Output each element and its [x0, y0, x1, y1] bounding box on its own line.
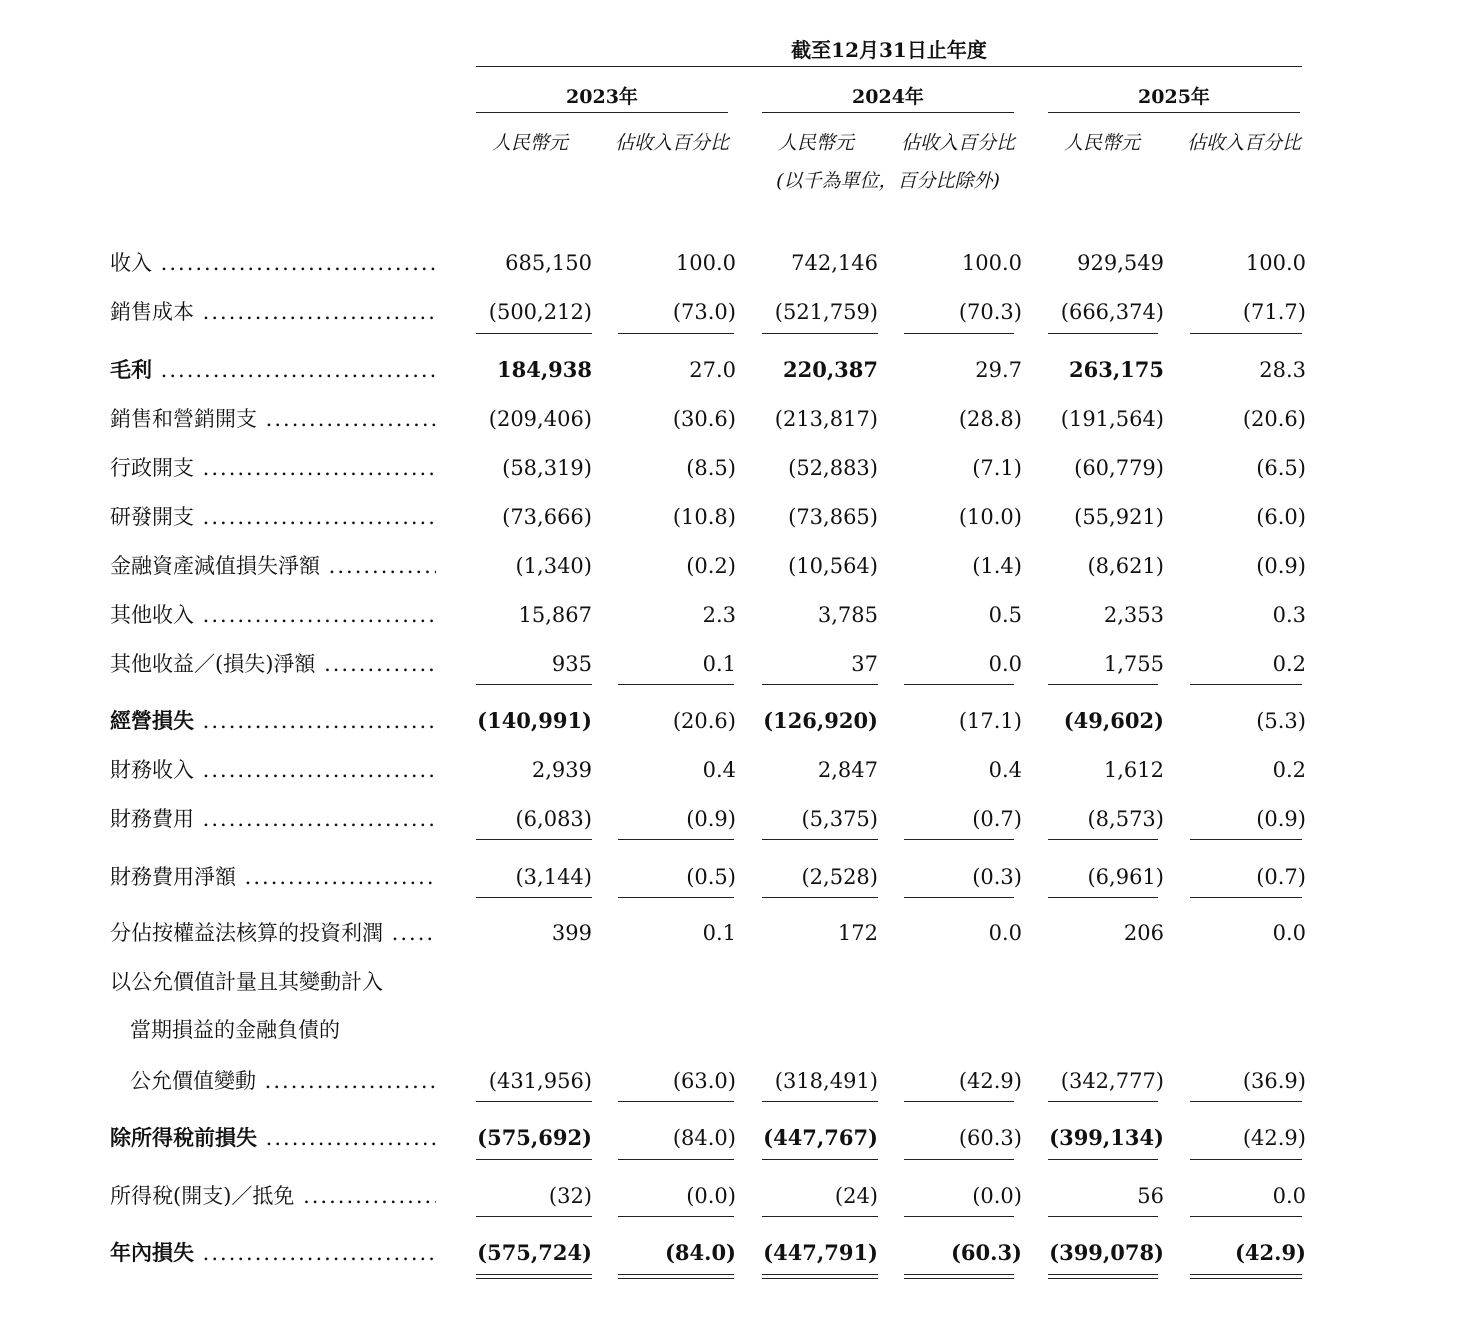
double-underline-rule [476, 1274, 592, 1279]
cell: 100.0 [675, 251, 736, 275]
cell: 0.4 [702, 758, 736, 782]
table-row-operating-loss [0, 706, 1464, 736]
cell: (58,319) [502, 456, 592, 480]
period-header: 截至12月31日止年度 [791, 38, 987, 62]
cell: (8,621) [1087, 554, 1164, 578]
col-pct-2024: 佔收入百分比 [900, 132, 1015, 154]
cell: (0.2) [686, 554, 736, 578]
underline-rule [1048, 1216, 1158, 1217]
cell: 399 [551, 921, 592, 945]
cell: 2,847 [817, 758, 878, 782]
underline-rule [762, 684, 878, 685]
cell: (6.5) [1256, 456, 1306, 480]
cell: (399,078) [1049, 1240, 1164, 1265]
cell: (209,406) [488, 407, 592, 431]
underline-rule [476, 839, 592, 840]
cell: (71.7) [1242, 300, 1306, 324]
cell: 3,785 [817, 603, 878, 627]
row-label: 所得稅(開支)／抵免 ..... [110, 1181, 436, 1211]
table-row-other-income [0, 600, 1464, 630]
cell: 742,146 [791, 251, 878, 275]
cell: (63.0) [672, 1069, 736, 1093]
cell: (521,759) [774, 300, 878, 324]
underline-rule [1190, 897, 1302, 898]
cell: 27.0 [689, 358, 736, 382]
underline-rule [618, 684, 734, 685]
row-label: 分佔按權益法核算的投資利潤 ..... [110, 918, 436, 948]
table-row-selling-marketing [0, 404, 1464, 434]
cell: 935 [551, 652, 592, 676]
underline-rule [762, 1216, 878, 1217]
underline-rule [762, 1101, 878, 1102]
cell: 100.0 [1245, 251, 1306, 275]
cell: (575,692) [477, 1125, 592, 1150]
table-row-fv-change [0, 1066, 1464, 1096]
underline-rule [1190, 684, 1302, 685]
cell: (84.0) [664, 1240, 736, 1265]
underline-rule [476, 897, 592, 898]
double-underline-rule [762, 1274, 878, 1279]
cell: 0.0 [988, 921, 1022, 945]
table-row-finance-costs [0, 804, 1464, 834]
cell: (191,564) [1060, 407, 1164, 431]
table-row-other-gains [0, 649, 1464, 679]
double-underline-rule [1190, 1274, 1302, 1279]
cell: (10.8) [672, 505, 736, 529]
cell: (73.0) [672, 300, 736, 324]
cell: (55,921) [1074, 505, 1164, 529]
col-pct-2025: 佔收入百分比 [1186, 132, 1301, 154]
cell: (0.0) [686, 1184, 736, 1208]
underline-rule [762, 839, 878, 840]
period-rule [476, 66, 1302, 67]
row-label: 行政開支 ..... [110, 453, 436, 483]
table-row-income-tax [0, 1181, 1464, 1211]
underline-rule [1048, 1159, 1158, 1160]
cell: 2.3 [702, 603, 736, 627]
double-underline-rule [618, 1274, 734, 1279]
underline-rule [1190, 839, 1302, 840]
cell: 0.1 [702, 652, 736, 676]
cell: (20.6) [1242, 407, 1306, 431]
underline-rule [1190, 1101, 1302, 1102]
cell: 1,612 [1103, 758, 1164, 782]
underline-rule [476, 1101, 592, 1102]
cell: (0.0) [972, 1184, 1022, 1208]
cell: 220,387 [783, 357, 878, 382]
underline-rule [1190, 1159, 1302, 1160]
cell: 0.2 [1272, 652, 1306, 676]
table-row-equity-method [0, 918, 1464, 948]
row-label: 公允價值變動 ..... [130, 1066, 436, 1096]
row-label: 經營損失 ..... [110, 706, 436, 736]
cell: (666,374) [1060, 300, 1164, 324]
table-row-gross-profit [0, 355, 1464, 385]
cell: 929,549 [1077, 251, 1164, 275]
underline-rule [904, 333, 1014, 334]
underline-rule [1048, 333, 1158, 334]
cell: (7.1) [972, 456, 1022, 480]
underline-rule [904, 839, 1014, 840]
cell: (84.0) [672, 1126, 736, 1150]
cell: (0.7) [1256, 865, 1306, 889]
cell: (140,991) [477, 708, 592, 733]
cell: (0.3) [972, 865, 1022, 889]
cell: (575,724) [477, 1240, 592, 1265]
col-rmb-2024: 人民幣元 [777, 132, 854, 154]
cell: (447,767) [763, 1125, 878, 1150]
year-rule-2023 [476, 112, 728, 113]
underline-rule [762, 897, 878, 898]
underline-rule [904, 1101, 1014, 1102]
underline-rule [618, 1216, 734, 1217]
cell: (30.6) [672, 407, 736, 431]
underline-rule [762, 1159, 878, 1160]
cell: (8.5) [686, 456, 736, 480]
cell: (3,144) [515, 865, 592, 889]
cell: 1,755 [1103, 652, 1164, 676]
cell: 263,175 [1069, 357, 1164, 382]
cell: (431,956) [488, 1069, 592, 1093]
cell: (0.5) [686, 865, 736, 889]
cell: (60.3) [958, 1126, 1022, 1150]
row-label: 毛利 ..... [110, 355, 436, 385]
row-label: 年內損失 ..... [110, 1238, 436, 1268]
cell: 206 [1123, 921, 1164, 945]
table-row-impairment [0, 551, 1464, 581]
row-label: 銷售成本 ..... [110, 297, 436, 327]
table-row-loss-for-year [0, 1238, 1464, 1268]
cell: 56 [1137, 1184, 1164, 1208]
row-label: 其他收益／(損失)淨額 ..... [110, 649, 436, 679]
cell: 100.0 [961, 251, 1022, 275]
cell: 28.3 [1259, 358, 1306, 382]
cell: 0.0 [1272, 921, 1306, 945]
year-rule-2025 [1048, 112, 1300, 113]
cell: (126,920) [763, 708, 878, 733]
cell: (73,865) [788, 505, 878, 529]
table-row-net-finance-costs [0, 862, 1464, 892]
cell: (1,340) [515, 554, 592, 578]
year-2025: 2025年 [1138, 86, 1210, 108]
table-row-fv-line1 [0, 967, 1464, 997]
underline-rule [476, 684, 592, 685]
row-label: 收入 ..... [110, 248, 436, 278]
cell: (24) [834, 1184, 878, 1208]
row-label: 金融資產減值損失淨額 ..... [110, 551, 436, 581]
underline-rule [618, 1159, 734, 1160]
cell: (8,573) [1087, 807, 1164, 831]
underline-rule [618, 839, 734, 840]
cell: (73,666) [502, 505, 592, 529]
cell: (0.9) [1256, 554, 1306, 578]
underline-rule [1190, 1216, 1302, 1217]
year-2024: 2024年 [852, 86, 924, 108]
cell: 0.0 [988, 652, 1022, 676]
cell: 172 [837, 921, 878, 945]
cell: (6.0) [1256, 505, 1306, 529]
cell: (342,777) [1060, 1069, 1164, 1093]
row-label: 以公允價值計量且其變動計入 [110, 970, 383, 994]
table-row-revenue [0, 248, 1464, 278]
underline-rule [904, 684, 1014, 685]
cell: 0.3 [1272, 603, 1306, 627]
cell: 685,150 [505, 251, 592, 275]
underline-rule [904, 897, 1014, 898]
row-label: 銷售和營銷開支 ..... [110, 404, 436, 434]
cell: 15,867 [518, 603, 592, 627]
cell: 0.2 [1272, 758, 1306, 782]
cell: (399,134) [1049, 1125, 1164, 1150]
table-row-loss-before-tax [0, 1123, 1464, 1153]
col-pct-2023: 佔收入百分比 [614, 132, 729, 154]
cell: (32) [548, 1184, 592, 1208]
cell: (5.3) [1256, 709, 1306, 733]
cell: (0.7) [972, 807, 1022, 831]
cell: (42.9) [958, 1069, 1022, 1093]
cell: 0.5 [988, 603, 1022, 627]
col-rmb-2023: 人民幣元 [491, 132, 568, 154]
underline-rule [618, 897, 734, 898]
cell: 2,353 [1103, 603, 1164, 627]
row-label: 財務收入 ..... [110, 755, 436, 785]
table-row-fv-line2 [0, 1015, 1464, 1045]
cell: 0.1 [702, 921, 736, 945]
underline-rule [904, 1159, 1014, 1160]
underline-rule [1048, 897, 1158, 898]
cell: (42.9) [1242, 1126, 1306, 1150]
cell: 37 [851, 652, 878, 676]
cell: (60.3) [950, 1240, 1022, 1265]
cell: (10.0) [958, 505, 1022, 529]
cell: (213,817) [774, 407, 878, 431]
underline-rule [904, 1216, 1014, 1217]
cell: (60,779) [1074, 456, 1164, 480]
cell: (318,491) [774, 1069, 878, 1093]
underline-rule [476, 1159, 592, 1160]
cell: 0.0 [1272, 1184, 1306, 1208]
underline-rule [1190, 333, 1302, 334]
cell: (0.9) [1256, 807, 1306, 831]
year-rule-2024 [762, 112, 1014, 113]
table-row-admin [0, 453, 1464, 483]
row-label: 研發開支 ..... [110, 502, 436, 532]
cell: (2,528) [801, 865, 878, 889]
cell: (42.9) [1234, 1240, 1306, 1265]
cell: 29.7 [975, 358, 1022, 382]
cell: (17.1) [958, 709, 1022, 733]
cell: (52,883) [788, 456, 878, 480]
table-row-rnd [0, 502, 1464, 532]
row-label: 除所得稅前損失 ..... [110, 1123, 436, 1153]
double-underline-rule [1048, 1274, 1158, 1279]
row-label: 財務費用 ..... [110, 804, 436, 834]
cell: (10,564) [788, 554, 878, 578]
cell: (70.3) [958, 300, 1022, 324]
row-label: 其他收入 ..... [110, 600, 436, 630]
cell: (500,212) [488, 300, 592, 324]
cell: (20.6) [672, 709, 736, 733]
underline-rule [476, 333, 592, 334]
cell: 0.4 [988, 758, 1022, 782]
cell: (1.4) [972, 554, 1022, 578]
table-row-cost-of-sales [0, 297, 1464, 327]
underline-rule [1048, 684, 1158, 685]
underline-rule [1048, 839, 1158, 840]
underline-rule [476, 1216, 592, 1217]
underline-rule [1048, 1101, 1158, 1102]
cell: (6,961) [1087, 865, 1164, 889]
cell: (36.9) [1242, 1069, 1306, 1093]
underline-rule [618, 333, 734, 334]
cell: (28.8) [958, 407, 1022, 431]
cell: (447,791) [763, 1240, 878, 1265]
cell: (6,083) [515, 807, 592, 831]
table-row-finance-income [0, 755, 1464, 785]
underline-rule [618, 1101, 734, 1102]
underline-rule [762, 333, 878, 334]
cell: (49,602) [1063, 708, 1164, 733]
cell: 2,939 [531, 758, 592, 782]
row-label: 當期損益的金融負債的 [130, 1018, 340, 1042]
double-underline-rule [904, 1274, 1014, 1279]
cell: (0.9) [686, 807, 736, 831]
cell: (5,375) [801, 807, 878, 831]
cell: 184,938 [497, 357, 592, 382]
year-2023: 2023年 [566, 86, 638, 108]
unit-note: (以千為單位，百分比除外) [776, 170, 1000, 192]
row-label: 財務費用淨額 ..... [110, 862, 436, 892]
col-rmb-2025: 人民幣元 [1063, 132, 1140, 154]
